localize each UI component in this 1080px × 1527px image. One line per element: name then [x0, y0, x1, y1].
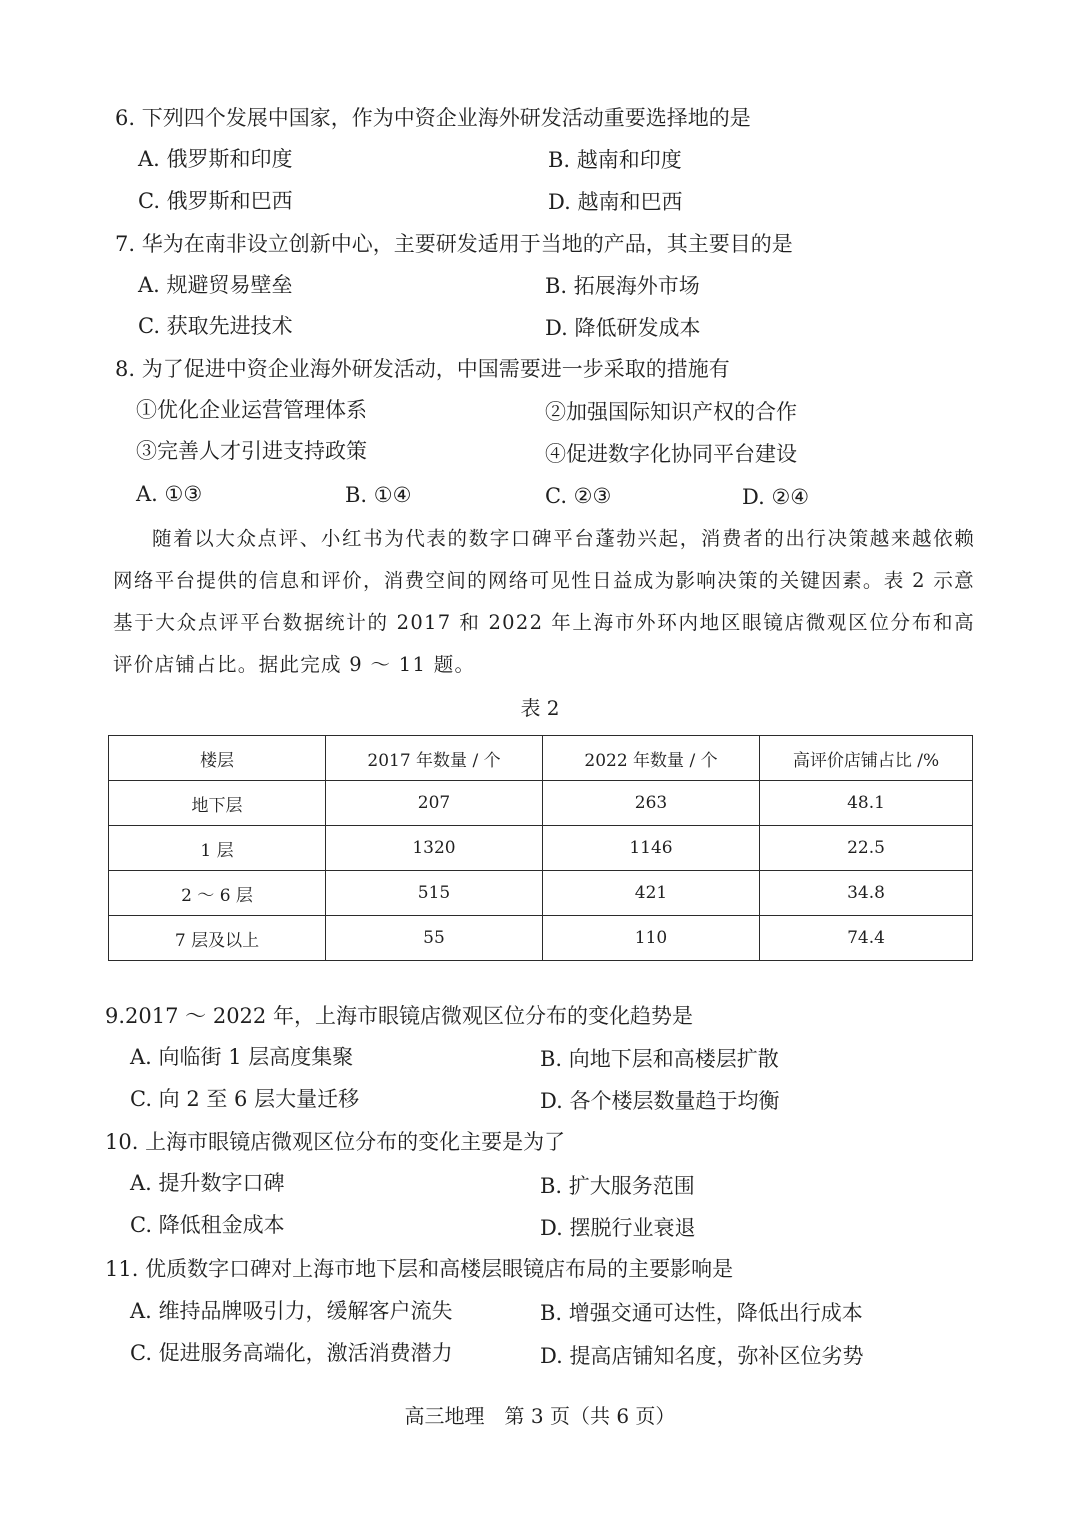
q6-option-c: C. 俄罗斯和巴西	[138, 189, 293, 213]
cell-2017: 207	[326, 781, 543, 826]
q6-option-d: D. 越南和巴西	[548, 190, 683, 214]
q7-option-c: C. 获取先进技术	[138, 314, 293, 338]
q8-option-c: C. ②③	[545, 484, 612, 508]
q7-option-d: D. 降低研发成本	[545, 316, 701, 340]
q9-option-c: C. 向 2 至 6 层大量迁移	[130, 1087, 360, 1111]
q11-stem: 11. 优质数字口碑对上海市地下层和高楼层眼镜店布局的主要影响是	[105, 1257, 734, 1281]
q10-stem: 10. 上海市眼镜店微观区位分布的变化主要是为了	[105, 1130, 566, 1154]
q10-option-d: D. 摆脱行业衰退	[540, 1216, 696, 1240]
cell-floor: 7 层及以上	[109, 916, 326, 961]
page-footer: 高三地理 第 3 页（共 6 页）	[404, 1404, 676, 1428]
q8-option-d: D. ②④	[742, 485, 810, 509]
q11-option-d: D. 提高店铺知名度，弥补区位劣势	[540, 1344, 864, 1368]
q11-option-a: A. 维持品牌吸引力，缓解客户流失	[130, 1299, 453, 1323]
cell-share: 48.1	[760, 781, 973, 826]
cell-2017: 55	[326, 916, 543, 961]
q8-item-4: ④促进数字化协同平台建设	[545, 442, 797, 466]
q9-stem: 9.2017 ～ 2022 年，上海市眼镜店微观区位分布的变化趋势是	[105, 1004, 693, 1028]
cell-floor: 地下层	[109, 781, 326, 826]
q9-option-b: B. 向地下层和高楼层扩散	[540, 1047, 779, 1071]
data-table	[108, 735, 973, 961]
q7-option-a: A. 规避贸易壁垒	[138, 273, 293, 297]
q10-option-c: C. 降低租金成本	[130, 1213, 285, 1237]
header-floor: 楼层	[109, 736, 326, 781]
table-row	[109, 916, 973, 961]
header-high-rating-share: 高评价店铺占比 /%	[760, 736, 973, 781]
header-2017-count: 2017 年数量 / 个	[326, 736, 543, 781]
q7-option-b: B. 拓展海外市场	[545, 274, 700, 298]
table-caption: 表 2	[520, 696, 560, 720]
cell-floor: 1 层	[109, 826, 326, 871]
q8-item-2: ②加强国际知识产权的合作	[545, 400, 797, 424]
q11-option-b: B. 增强交通可达性，降低出行成本	[540, 1301, 863, 1325]
q8-option-b: B. ①④	[345, 483, 412, 507]
q11-option-c: C. 促进服务高端化，激活消费潜力	[130, 1341, 453, 1365]
cell-2022: 110	[543, 916, 760, 961]
cell-share: 22.5	[760, 826, 973, 871]
cell-share: 34.8	[760, 871, 973, 916]
q10-option-a: A. 提升数字口碑	[130, 1171, 285, 1195]
q10-option-b: B. 扩大服务范围	[540, 1174, 695, 1198]
q6-stem: 6. 下列四个发展中国家，作为中资企业海外研发活动重要选择地的是	[115, 106, 751, 130]
cell-2017: 515	[326, 871, 543, 916]
q8-stem: 8. 为了促进中资企业海外研发活动，中国需要进一步采取的措施有	[115, 357, 730, 381]
cell-2022: 263	[543, 781, 760, 826]
q8-item-1: ①优化企业运营管理体系	[136, 398, 367, 422]
q8-item-3: ③完善人才引进支持政策	[136, 439, 367, 463]
q7-stem: 7. 华为在南非设立创新中心，主要研发适用于当地的产品，其主要目的是	[115, 232, 793, 256]
cell-share: 74.4	[760, 916, 973, 961]
cell-2017: 1320	[326, 826, 543, 871]
q6-option-a: A. 俄罗斯和印度	[138, 147, 293, 171]
table-row	[109, 826, 973, 871]
q6-option-b: B. 越南和印度	[548, 148, 682, 172]
cell-2022: 421	[543, 871, 760, 916]
cell-2022: 1146	[543, 826, 760, 871]
cell-floor: 2 ～ 6 层	[109, 871, 326, 916]
table-row	[109, 781, 973, 826]
table-row	[109, 871, 973, 916]
header-2022-count: 2022 年数量 / 个	[543, 736, 760, 781]
passage: 随着以大众点评、小红书为代表的数字口碑平台蓬勃兴起，消费者的出行决策越来越依赖网络平台提供的信息和评价，消费空间的网络可见性日益成为影响决策的关键因素。表 2 示意基于大众点评平台数据统计的 2017 和 2022 年上海市外环内地区眼镜店微观区位分布和高评价店铺占比。据此完成 9 ～ 11 题。	[113, 527, 975, 676]
q9-option-a: A. 向临街 1 层高度集聚	[130, 1045, 354, 1069]
q8-option-a: A. ①③	[136, 482, 203, 506]
q9-option-d: D. 各个楼层数量趋于均衡	[540, 1089, 780, 1113]
table-header-row	[109, 736, 973, 781]
